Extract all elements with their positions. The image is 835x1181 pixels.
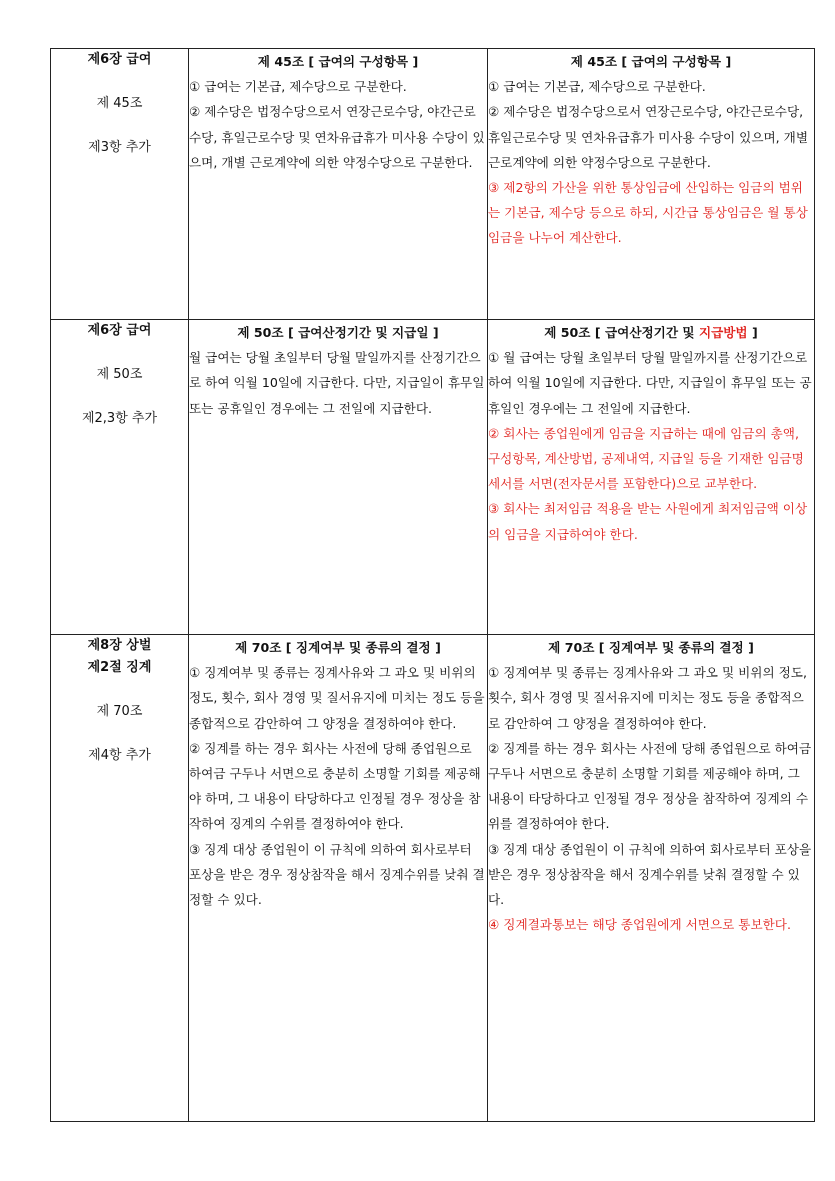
clause-text: ① 급여는 기본급, 제수당으로 구분한다. bbox=[488, 79, 706, 95]
clause-text: ② 징계를 하는 경우 회사는 사전에 당해 종업원으로 하여금 구두나 서면으로 충분히 소명할 기회를 제공해야 하며, 그 내용이 타당하다고 인정될 경우 정상을 참작하여 징계의 수위를 결정하여야 한다. bbox=[189, 740, 481, 832]
added-clause-text: ② 회사는 종업원에게 임금을 지급하는 때에 임금의 총액, 구성항목, 계산방법, 공제내역, 지급일 등을 기재한 임금명세서를 서면(전자문서를 포함한다)으로 교부한다. bbox=[488, 425, 804, 492]
article-title: 제 70조 [ 징계여부 및 종류의 결정 ] bbox=[235, 640, 441, 655]
row-label bbox=[51, 320, 189, 635]
chapter-label: 제6장 급여 bbox=[87, 323, 152, 338]
article-title: 제 45조 [ 급여의 구성항목 ] bbox=[257, 54, 419, 69]
table-row bbox=[51, 49, 815, 320]
row-label bbox=[51, 635, 189, 1122]
clause-text: ① 징계여부 및 종류는 징계사유와 그 과오 및 비위의 정도, 횟수, 회사 경영 및 질서유지에 미치는 정도 등을 종합적으로 감안하여 그 양정을 결정하여야 한다. bbox=[189, 665, 485, 731]
title-added-text: 지급방법 bbox=[698, 325, 748, 340]
table-row bbox=[51, 320, 815, 635]
after-text-cell bbox=[488, 320, 815, 635]
title-end: ] bbox=[747, 325, 758, 340]
added-clause-text: ③ 회사는 최저임금 적용을 받는 사원에게 최저임금액 이상의 임금을 지급하여야 한다. bbox=[488, 501, 808, 542]
title-text: 제 50조 [ 급여산정기간 및 bbox=[544, 325, 699, 340]
after-text-cell bbox=[488, 49, 815, 320]
clause-text: ② 제수당은 법정수당으로서 연장근로수당, 야간근로수당, 휴일근로수당 및 연차유급휴가 미사용 수당이 있으며, 개별 근로계약에 의한 약정수당으로 구분한다. bbox=[488, 104, 808, 170]
comparison-table bbox=[50, 48, 815, 1122]
clause-text: ③ 징계 대상 종업원이 이 규칙에 의하여 회사로부터 포상을 받은 경우 정상참작을 해서 징계수위를 낮춰 결정할 수 있다. bbox=[488, 841, 812, 908]
before-text-cell bbox=[189, 635, 488, 1122]
article-label: 제 45조 bbox=[96, 96, 143, 111]
article-title bbox=[488, 320, 814, 345]
before-text-cell bbox=[189, 320, 488, 635]
article-label: 제 70조 bbox=[96, 704, 143, 719]
row-label bbox=[51, 49, 189, 320]
clause-text: ① 징계여부 및 종류는 징계사유와 그 과오 및 비위의 정도, 횟수, 회사 경영 및 질서유지에 미치는 정도 등을 종합적으로 감안하여 그 양정을 결정하여야 한다. bbox=[488, 665, 807, 731]
article-label: 제 50조 bbox=[96, 367, 143, 382]
clause-text: ① 급여는 기본급, 제수당으로 구분한다. bbox=[189, 79, 407, 95]
change-note: 제4항 추가 bbox=[88, 748, 151, 763]
clause-text: ③ 징계 대상 종업원이 이 규칙에 의하여 회사로부터 포상을 받은 경우 정상참작을 해서 징계수위를 낮춰 결정할 수 있다. bbox=[189, 841, 485, 908]
table-row bbox=[51, 635, 815, 1122]
before-text-cell bbox=[189, 49, 488, 320]
added-clause-text: ④ 징계결과통보는 해당 종업원에게 서면으로 통보한다. bbox=[488, 917, 791, 933]
after-text-cell bbox=[488, 635, 815, 1122]
clause-text: 월 급여는 당월 초일부터 당월 말일까지를 산정기간으로 하여 익월 10일에 지급한다. 다만, 지급일이 휴무일 또는 공휴일인 경우에는 그 전일에 지급한다. bbox=[189, 350, 485, 416]
section-label: 제2절 징계 bbox=[87, 660, 152, 675]
clause-text: ② 징계를 하는 경우 회사는 사전에 당해 종업원으로 하여금 구두나 서면으로 충분히 소명할 기회를 제공해야 하며, 그 내용이 타당하다고 인정될 경우 정상을 참작하여 징계의 수위를 결정하여야 한다. bbox=[488, 740, 812, 832]
article-title: 제 50조 [ 급여산정기간 및 지급일 ] bbox=[237, 325, 439, 340]
clause-text: ② 제수당은 법정수당으로서 연장근로수당, 야간근로수당, 휴일근로수당 및 연차유급휴가 미사용 수당이 있으며, 개별 근로계약에 의한 약정수당으로 구분한다. bbox=[189, 104, 485, 170]
article-title: 제 70조 [ 징계여부 및 종류의 결정 ] bbox=[548, 640, 754, 655]
change-note: 제2,3항 추가 bbox=[81, 411, 158, 426]
added-clause-text: ③ 제2항의 가산을 위한 통상임금에 산입하는 임금의 범위는 기본급, 제수당 등으로 하되, 시간급 통상임금은 월 통상임금을 나누어 계산한다. bbox=[488, 180, 808, 246]
chapter-label: 제8장 상벌 bbox=[87, 638, 152, 653]
change-note: 제3항 추가 bbox=[88, 140, 151, 155]
clause-text: ① 월 급여는 당월 초일부터 당월 말일까지를 산정기간으로 하여 익월 10일에 지급한다. 다만, 지급일이 휴무일 또는 공휴일인 경우에는 그 전일에 지급한다. bbox=[488, 350, 812, 416]
article-title: 제 45조 [ 급여의 구성항목 ] bbox=[570, 54, 732, 69]
chapter-label: 제6장 급여 bbox=[87, 52, 152, 67]
